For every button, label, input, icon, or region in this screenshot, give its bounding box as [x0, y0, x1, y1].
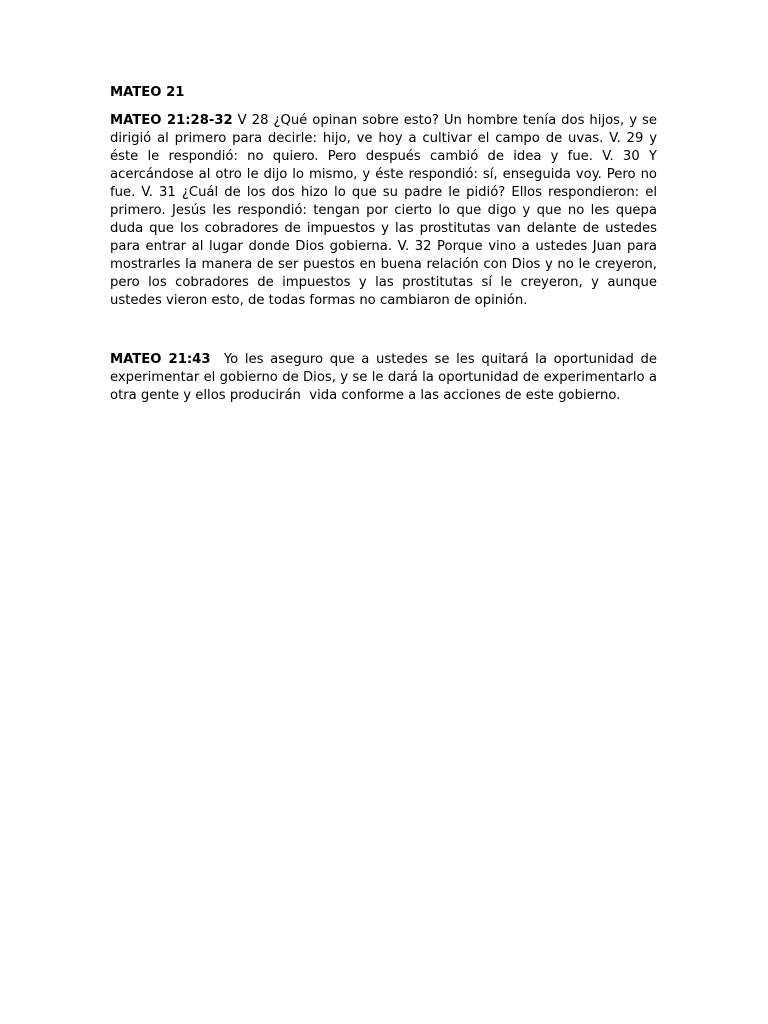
passage-reference: MATEO 21:43: [110, 352, 211, 367]
passage-reference: MATEO 21:28-32: [110, 113, 233, 128]
passage-paragraph: [110, 112, 662, 310]
passage-paragraph: [110, 351, 662, 405]
document-heading: MATEO 21: [110, 85, 185, 100]
passage-text: Yo les aseguro que a ustedes se les quitará la oportunidad de experimentar el gobierno de Dios, y se le dará la oportunidad de experimentarlo a otra gente y ellos producirán vida conforme a las acciones de este gobierno.: [110, 352, 662, 403]
document-page: [110, 84, 662, 405]
passage-text: V 28 ¿Qué opinan sobre esto? Un hombre tenía dos hijos, y se dirigió al primero para decirle: hijo, ve hoy a cultivar el campo de uvas. V. 29 y éste le respondió: no quiero. Pero después cambió de idea y fue. V. 30 Y acercándose al otro le dijo lo mismo, y éste respondió: sí, enseguida voy. Pero no fue. V. 31 ¿Cuál de los dos hizo lo que su padre le pidió? Ellos respondieron: el primero. Jesús les respondió: tengan por cierto lo que digo y que no les quepa duda que los cobradores de impuestos y las prostitutas van delante de ustedes para entrar al lugar donde Dios gobierna. V. 32 Porque vino a ustedes Juan para mostrarles la manera de ser puestos en buena relación con Dios y no le creyeron, pero los cobradores de impuestos y las prostitutas sí le creyeron, y aunque ustedes vieron esto, de todas formas no cambiaron de opinión.: [110, 113, 662, 308]
